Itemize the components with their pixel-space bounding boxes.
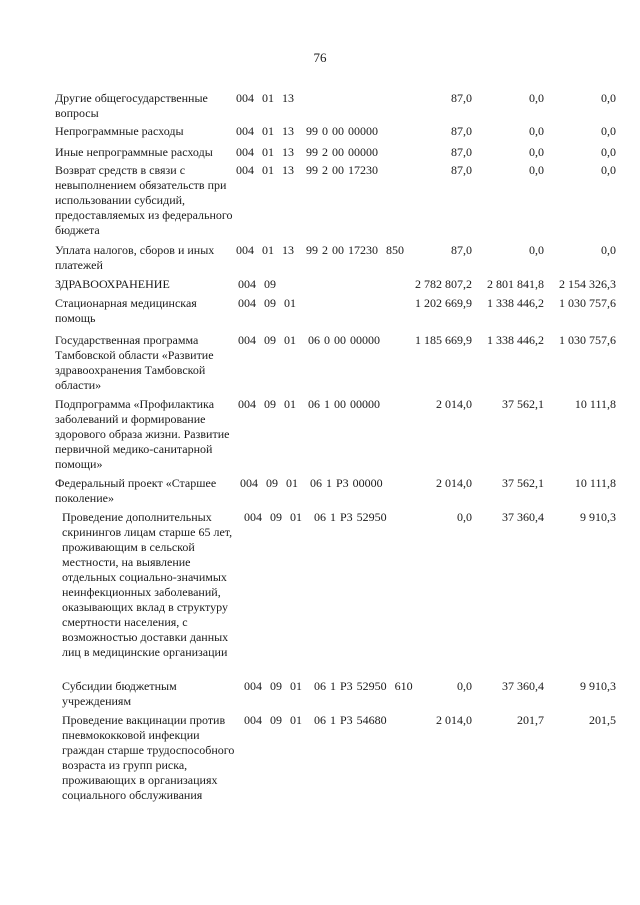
row-value-1: 1 202 669,9 [415,296,472,310]
row-value-2: 0,0 [529,91,544,105]
page-number: 76 [313,50,327,65]
row-name: Уплата налогов, сборов и иных платежей [55,243,215,272]
row-value-1: 2 014,0 [436,397,472,411]
row-name: ЗДРАВООХРАНЕНИЕ [55,277,170,291]
row-value-3: 9 910,3 [580,510,616,524]
row-value-3: 0,0 [601,91,616,105]
row-value-3: 0,0 [601,163,616,177]
row-code: 004 09 01 06 1 P3 52950 [244,510,387,524]
row-name: Федеральный проект «Старшее поколение» [55,476,217,505]
row-value-3: 1 030 757,6 [559,333,616,347]
row-value-3: 201,5 [589,713,616,727]
row-name: Субсидии бюджетным учреждениям [62,679,177,708]
row-value-1: 87,0 [451,124,472,138]
row-code: 004 01 13 99 2 00 17230 [236,163,378,177]
row-name: Государственная программа Тамбовской области «Развитие здравоохранения Тамбовской области» [55,333,214,392]
row-value-2: 0,0 [529,145,544,159]
row-code: 004 01 13 99 2 00 17230 850 [236,243,404,257]
row-code: 004 01 13 99 2 00 00000 [236,145,378,159]
row-value-3: 2 154 326,3 [559,277,616,291]
row-value-2: 0,0 [529,163,544,177]
row-value-1: 87,0 [451,145,472,159]
row-value-3: 0,0 [601,124,616,138]
row-name: Стационарная медицинская помощь [55,296,197,325]
row-value-3: 0,0 [601,243,616,257]
row-value-1: 2 014,0 [436,476,472,490]
row-value-2: 37 360,4 [502,679,544,693]
row-value-2: 1 338 446,2 [487,333,544,347]
row-code: 004 09 01 06 1 P3 00000 [240,476,383,490]
row-value-2: 37 360,4 [502,510,544,524]
row-code: 004 09 01 06 1 P3 52950 610 [244,679,413,693]
row-value-1: 2 014,0 [436,713,472,727]
row-value-1: 87,0 [451,91,472,105]
row-value-2: 1 338 446,2 [487,296,544,310]
row-value-2: 0,0 [529,124,544,138]
row-code: 004 09 [238,277,276,291]
row-value-2: 37 562,1 [502,476,544,490]
row-value-3: 0,0 [601,145,616,159]
row-code: 004 09 01 06 1 00 00000 [238,397,380,411]
row-value-1: 2 782 807,2 [415,277,472,291]
row-value-1: 87,0 [451,163,472,177]
row-name: Проведение дополнительных скринингов лицам старше 65 лет, проживающим в сельской местности, на выявление отдельных социально-значимых неинфекционных заболеваний, оказывающих вклад в структуру смертности населения, с возможностью доставки данных лиц в медицинские организации [62,510,233,659]
row-code: 004 09 01 06 1 P3 54680 [244,713,387,727]
row-name: Возврат средств в связи с невыполнением обязательств при использовании субсидий, предоставляемых из федерального бюджета [55,163,233,237]
row-value-3: 10 111,8 [574,476,616,490]
row-name: Проведение вакцинации против пневмококковой инфекции граждан старше трудоспособного возраста из групп риска, проживающих в организациях социального обслуживания [62,713,235,802]
row-value-2: 0,0 [529,243,544,257]
row-value-2: 37 562,1 [502,397,544,411]
row-value-2: 2 801 841,8 [487,277,544,291]
row-name: Иные непрограммные расходы [55,145,213,159]
row-code: 004 09 01 06 0 00 00000 [238,333,380,347]
row-value-3: 10 111,8 [574,397,616,411]
row-value-3: 9 910,3 [580,679,616,693]
row-value-2: 201,7 [517,713,544,727]
row-value-1: 1 185 669,9 [415,333,472,347]
row-value-1: 0,0 [457,510,472,524]
row-value-3: 1 030 757,6 [559,296,616,310]
row-value-1: 0,0 [457,679,472,693]
row-code: 004 01 13 [236,91,294,105]
row-name: Другие общегосударственные вопросы [55,91,208,120]
row-name: Непрограммные расходы [55,124,184,138]
row-code: 004 01 13 99 0 00 00000 [236,124,378,138]
row-value-1: 87,0 [451,243,472,257]
row-name: Подпрограмма «Профилактика заболеваний и формирование здорового образа жизни. Развитие первичной медико-санитарной помощи» [55,397,230,471]
row-code: 004 09 01 [238,296,296,310]
